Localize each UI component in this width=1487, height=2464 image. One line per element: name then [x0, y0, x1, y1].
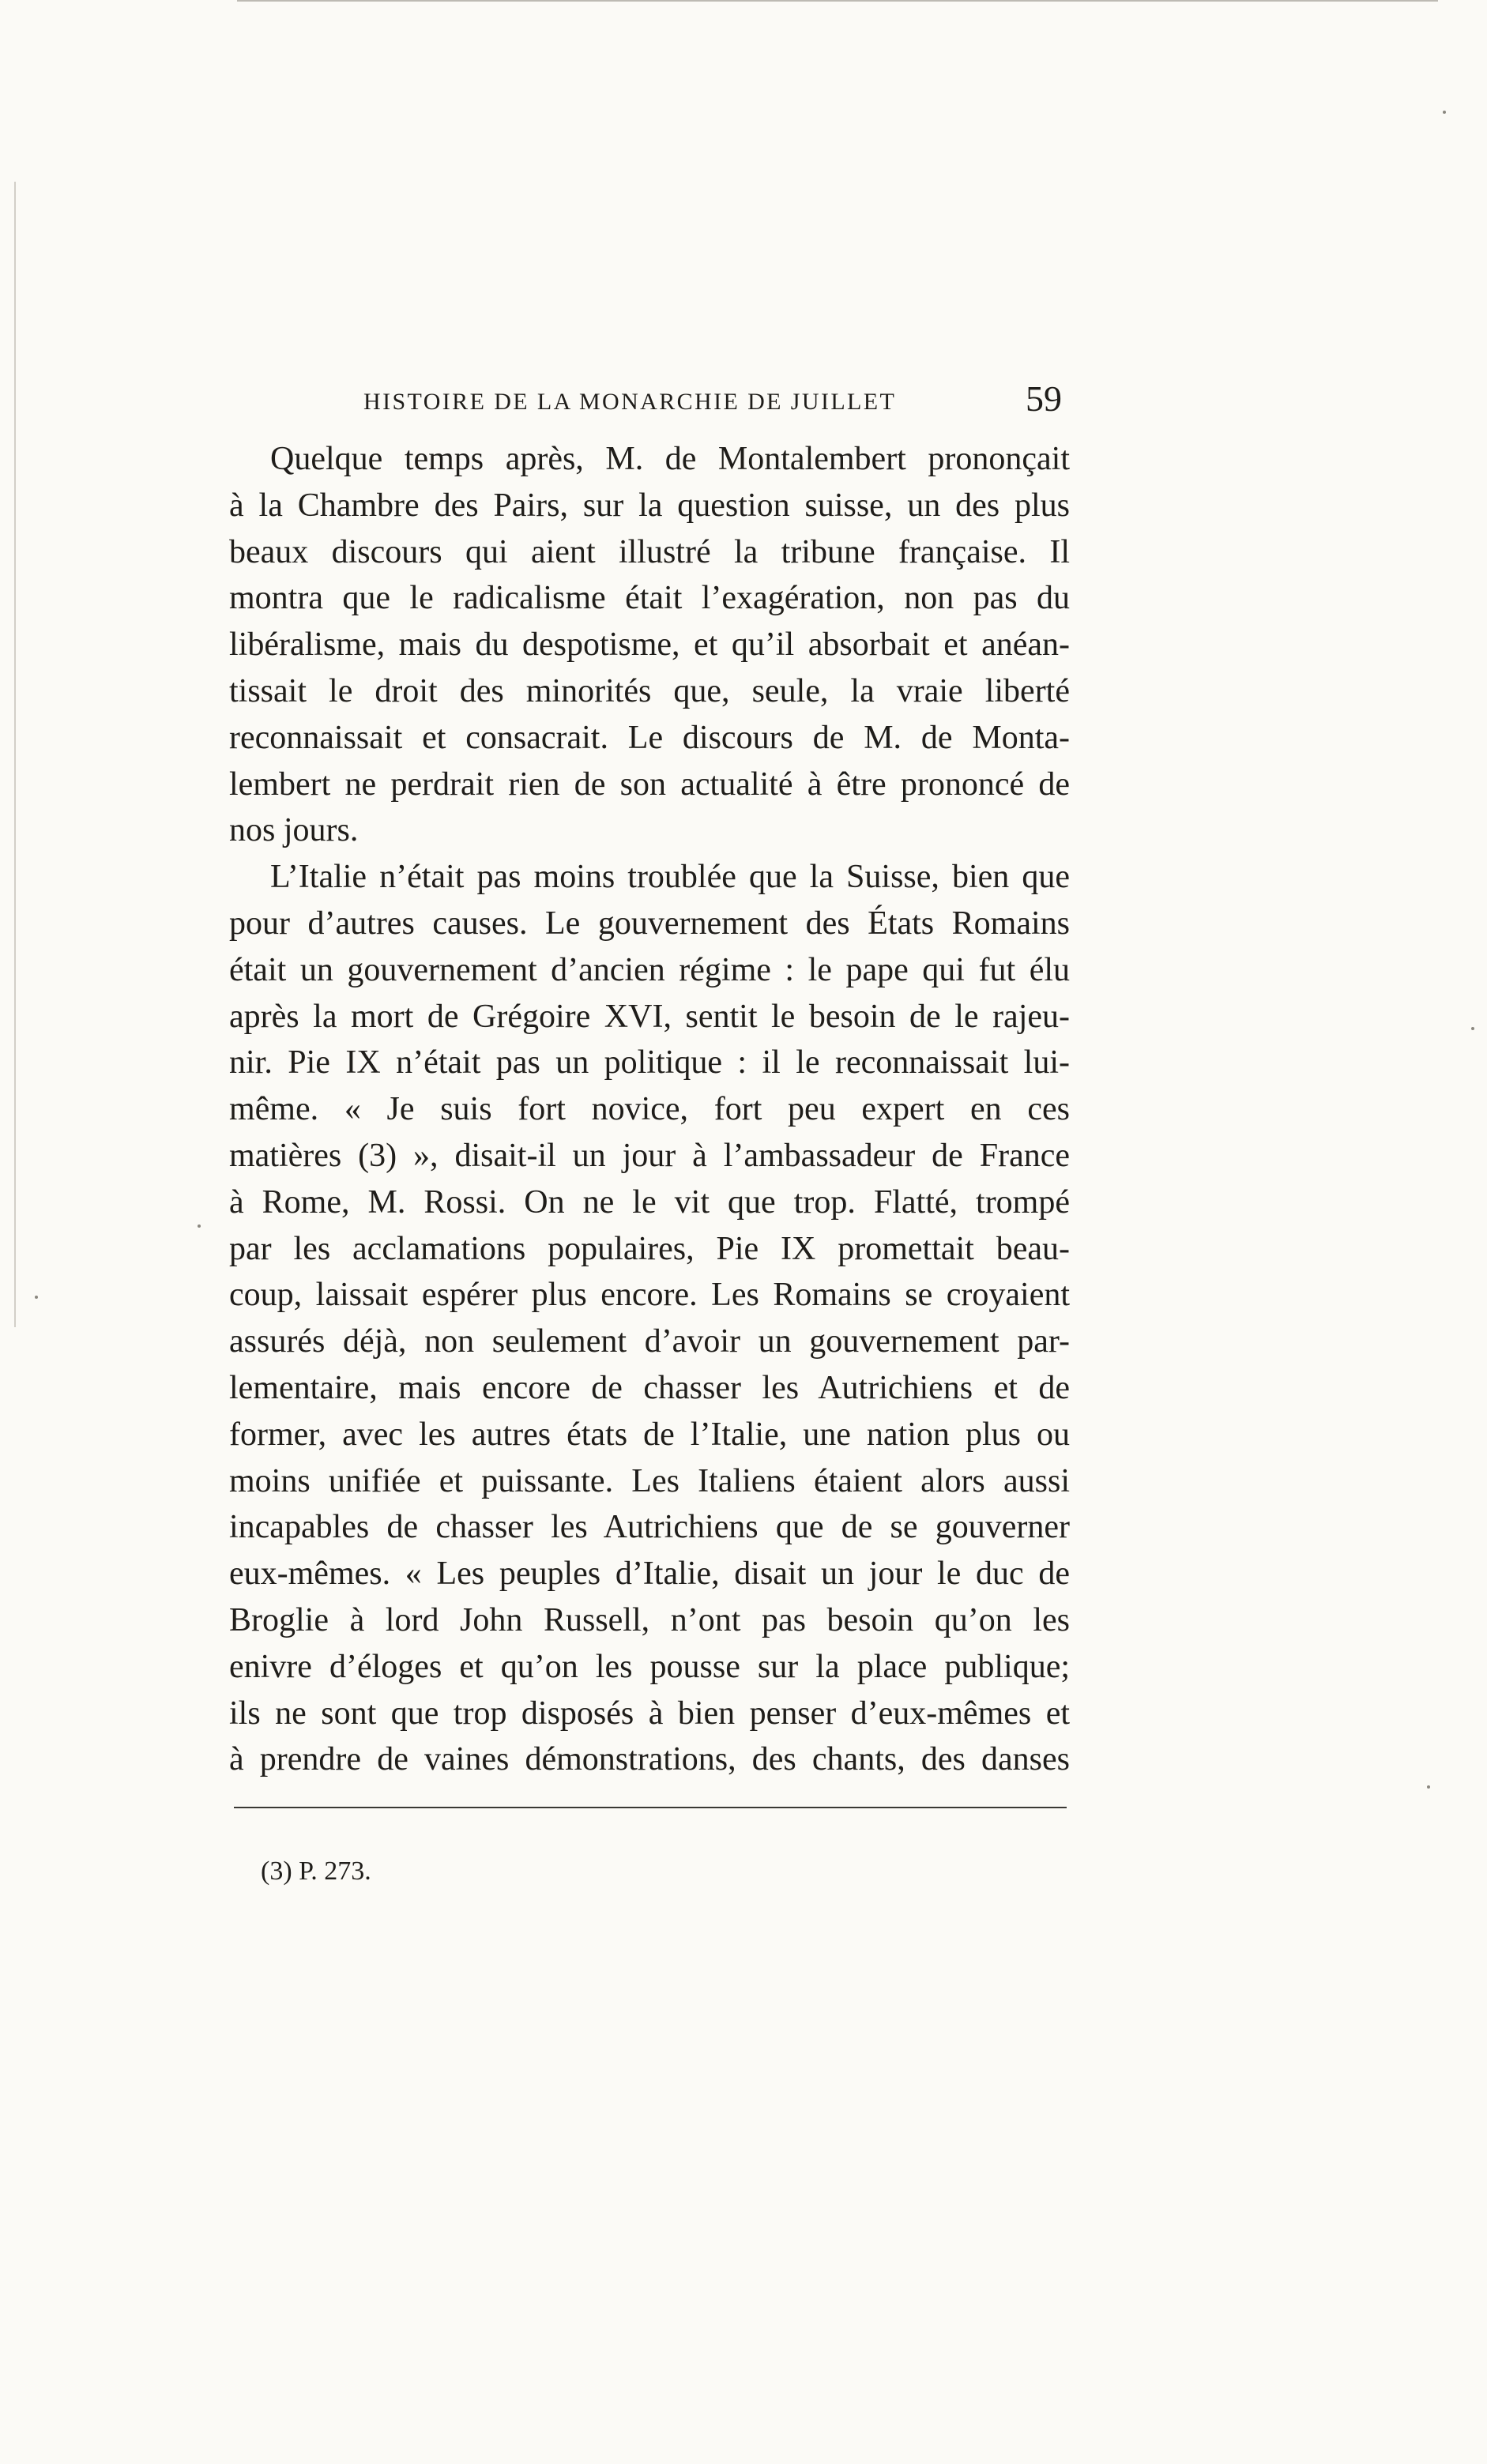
- scan-speck: [1471, 1027, 1474, 1030]
- text-line: assurés déjà, non seulement d’avoir un gouvernement par-: [229, 1323, 1070, 1360]
- text-line: matières (3) », disait-il un jour à l’ambassadeur de France: [229, 1137, 1070, 1174]
- text-line: lementaire, mais encore de chasser les Autrichiens et de: [229, 1369, 1070, 1406]
- footnote-divider: [234, 1807, 1067, 1808]
- text-line: incapables de chasser les Autrichiens que de se gouverner: [229, 1509, 1070, 1546]
- text-line: reconnaissait et consacrait. Le discours de M. de Monta-: [229, 719, 1070, 756]
- text-line: enivre d’éloges et qu’on les pousse sur la place publique;: [229, 1648, 1070, 1685]
- text-line: beaux discours qui aient illustré la tribune française. Il: [229, 533, 1070, 570]
- scan-speck: [35, 1296, 38, 1299]
- text-line: Quelque temps après, M. de Montalembert prononçait: [270, 441, 1070, 477]
- page-number: 59: [1026, 378, 1062, 419]
- text-line: par les acclamations populaires, Pie IX promettait beau-: [229, 1230, 1070, 1267]
- scan-edge-top: [237, 0, 1438, 2]
- text-line: moins unifiée et puissante. Les Italiens étaient alors aussi: [229, 1462, 1070, 1499]
- text-line: à Rome, M. Rossi. On ne le vit que trop. Flatté, trompé: [229, 1183, 1070, 1221]
- text-line: former, avec les autres états de l’Italie, une nation plus ou: [229, 1416, 1070, 1453]
- text-line: à la Chambre des Pairs, sur la question suisse, un des plus: [229, 487, 1070, 524]
- text-line: tissait le droit des minorités que, seule, la vraie liberté: [229, 672, 1070, 709]
- scan-speck: [198, 1224, 201, 1228]
- text-line: à prendre de vaines démonstrations, des chants, des danses: [229, 1741, 1070, 1778]
- scan-edge-left: [14, 182, 16, 1327]
- text-line: lembert ne perdrait rien de son actualité à être prononcé de: [229, 766, 1070, 803]
- text-line: ils ne sont que trop disposés à bien penser d’eux-mêmes et: [229, 1695, 1070, 1732]
- text-line: eux-mêmes. « Les peuples d’Italie, disait un jour le duc de: [229, 1556, 1070, 1593]
- text-line: libéralisme, mais du despotisme, et qu’il absorbait et anéan-: [229, 626, 1070, 664]
- footnote: (3) P. 273.: [261, 1856, 371, 1886]
- text-line: L’Italie n’était pas moins troublée que la Suisse, bien que: [270, 859, 1070, 896]
- scan-speck: [1427, 1785, 1430, 1789]
- text-line: nir. Pie IX n’était pas un politique : il le reconnaissait lui-: [229, 1044, 1070, 1082]
- text-line: pour d’autres causes. Le gouvernement des États Romains: [229, 905, 1070, 942]
- scan-speck: [1443, 111, 1446, 114]
- running-title: HISTOIRE DE LA MONARCHIE DE JUILLET: [363, 389, 897, 415]
- body-text: [229, 436, 1070, 1783]
- page-header: [363, 378, 1062, 425]
- text-line: montra que le radicalisme était l’exagération, non pas du: [229, 580, 1070, 617]
- text-line: était un gouvernement d’ancien régime : le pape qui fut élu: [229, 951, 1070, 988]
- text-line: Broglie à lord John Russell, n’ont pas besoin qu’on les: [229, 1601, 1070, 1638]
- text-line: après la mort de Grégoire XVI, sentit le besoin de le rajeu-: [229, 998, 1070, 1035]
- text-line: coup, laissait espérer plus encore. Les Romains se croyaient: [229, 1277, 1070, 1314]
- text-line: nos jours.: [229, 812, 359, 849]
- text-line: même. « Je suis fort novice, fort peu expert en ces: [229, 1091, 1070, 1128]
